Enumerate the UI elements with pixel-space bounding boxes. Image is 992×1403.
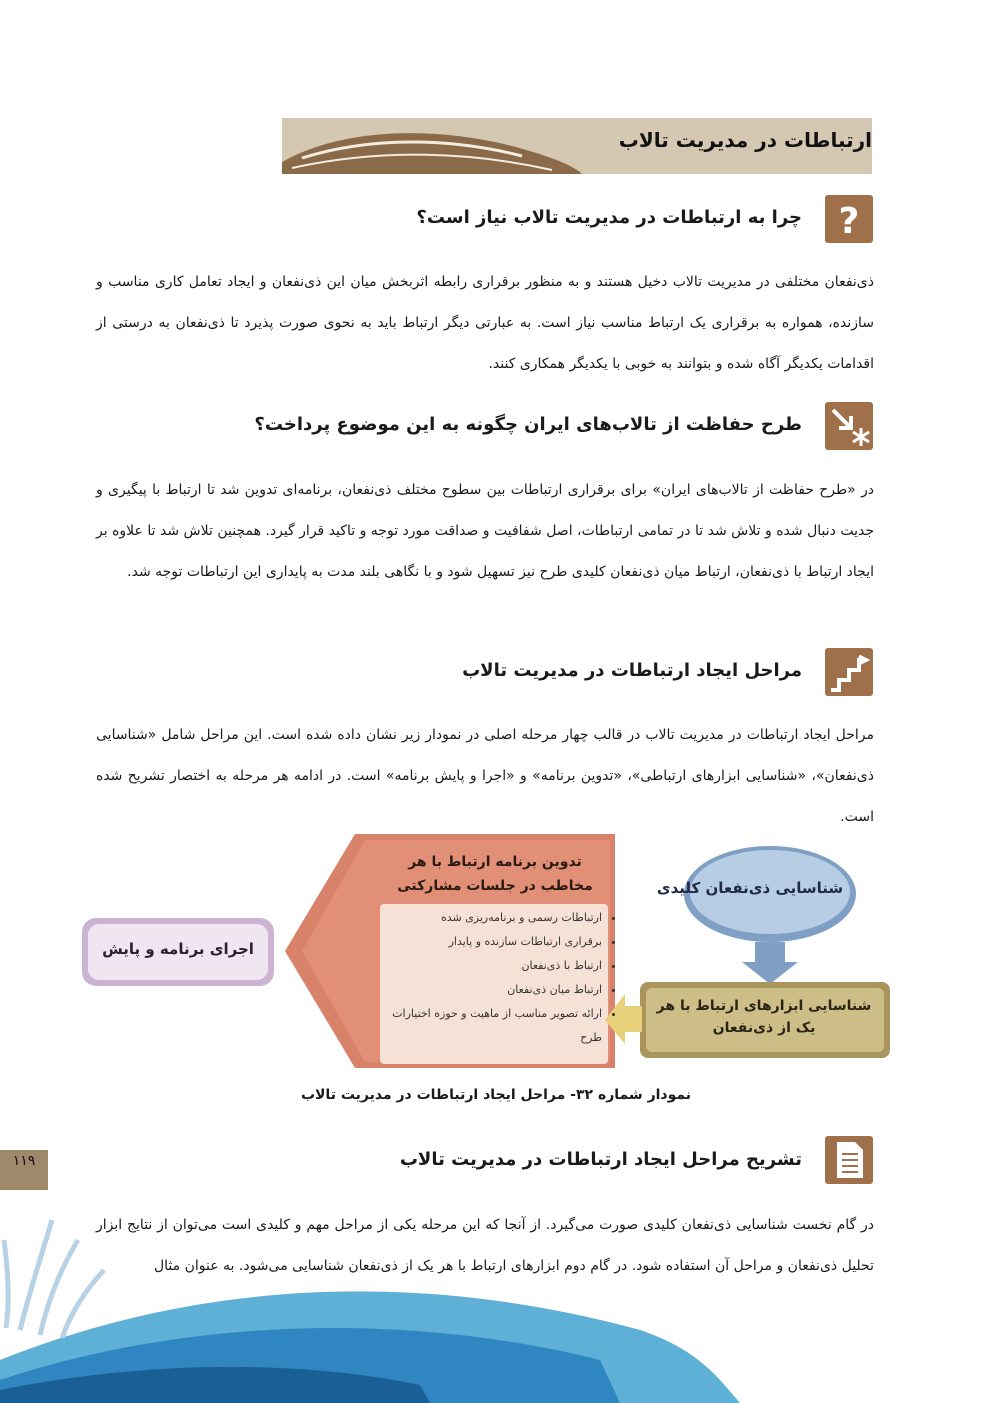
list-item: • ارتباطات رسمی و برنامه‌ریزی شده	[386, 906, 602, 930]
down-arrow-icon	[742, 942, 798, 984]
paragraph-why: ذی‌نفعان مختلفی در مدیریت تالاب دخیل هستند و به منظور برقراری رابطه اثربخش میان این ذی‌نفعان و ایجاد تعامل کاری مناسب و سازنده، همواره به برقراری یک ارتباط مناسب نیاز است. به عبارتی دیگر ارتباط باید به نحوی صورت پذیرد تا ذی‌نفعان به درستی از اقدامات یکدیگر آگاه شده و بتوانند به خوبی با یکدیگر همکاری کنند.	[96, 274, 874, 372]
diagram-caption: نمودار شماره ۳۲- مراحل ایجاد ارتباطات در مدیریت تالاب	[300, 1087, 692, 1103]
list-item: • برقراری ارتباطات سازنده و پایدار	[386, 930, 602, 954]
step2-label: شناسایی ابزارهای ارتباط با هر یک از ذی‌نفعان	[656, 998, 872, 1036]
question-icon	[825, 195, 873, 243]
paragraph-stages: مراحل ایجاد ارتباطات در مدیریت تالاب در قالب چهار مرحله اصلی در نمودار زیر نشان داده شده است. این مراحل شامل «شناسایی ذی‌نفعان»، «شناسایی ابزارهای ارتباطی»، «تدوین برنامه» و «اجرا و پایش برنامه» است. در ادامه هر مرحله به اختصار تشریح شده است.	[96, 727, 874, 825]
header-swoosh-decoration	[282, 118, 602, 178]
svg-text:?: ?	[838, 201, 860, 242]
paragraph-explain: در گام نخست شناسایی ذی‌نفعان کلیدی صورت می‌گیرد. از آنجا که این مرحله یکی از مراحل مهم و کلیدی است می‌توان از نتایج ابزار تحلیل ذی‌نفعان و مراحل آن استفاده شود. در گام دوم ابزارهای ارتباط با هر یک از ذی‌نفعان شناسایی می‌شود. به عنوان مثال	[96, 1217, 874, 1274]
section-title-plan: طرح حفاظت از تالاب‌های ایران چگونه به این موضوع پرداخت؟	[254, 414, 802, 435]
document-icon	[825, 1136, 873, 1184]
section-title-why: چرا به ارتباطات در مدیریت تالاب نیاز است؟	[416, 207, 802, 228]
step4-label: اجرای برنامه و پایش	[102, 940, 254, 958]
stairs-icon	[825, 648, 873, 696]
list-item: • ارتباط میان ذی‌نفعان	[386, 978, 602, 1002]
step1-label: شناسایی ذی‌نفعان کلیدی	[656, 879, 844, 897]
paragraph-plan: در «طرح حفاظت از تالاب‌های ایران» برای برقراری ارتباطات بین سطوح مختلف ذی‌نفعان، برنامه‌ای تدوین شد تا ارتباط با پیگیری و جدیت دنبال شده و تلاش شد تا در تمامی ارتباطات، اصل شفافیت و صداقت مورد توجه و تاکید قرار گیرد. همچنین تلاش شد تا علاوه بر ایجاد ارتباط با ذی‌نفعان، ارتباط میان ذی‌نفعان کلیدی طرح نیز تسهیل شود و با نگاهی بلند مدت به پایداری این ارتباطات توجه شد.	[96, 482, 874, 580]
list-item: • ارائه تصویر مناسب از ماهیت و حوزه اختیارات طرح	[386, 1002, 602, 1050]
step3-items-list	[386, 906, 618, 1050]
section-title-stages: مراحل ایجاد ارتباطات در مدیریت تالاب	[462, 660, 802, 681]
step3-title: تدوین برنامه ارتباط با هر مخاطب در جلسات مشارکتی	[397, 854, 593, 894]
arrow-asterisk-icon	[825, 402, 873, 450]
wave-footer-decoration	[0, 1210, 992, 1403]
list-item: • ارتباط با ذی‌نفعان	[386, 954, 602, 978]
page-title: ارتباطات در مدیریت تالاب	[618, 128, 872, 152]
section-title-explain: تشریح مراحل ایجاد ارتباطات در مدیریت تالاب	[399, 1149, 802, 1170]
page-number: ۱۱۹	[12, 1153, 36, 1169]
